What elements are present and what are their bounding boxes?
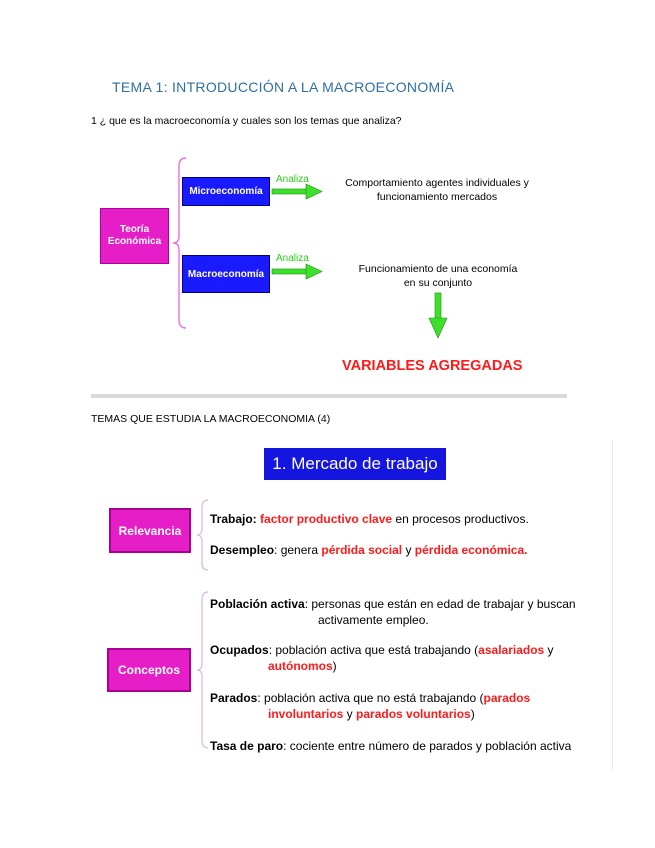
question-text: 1 ¿ que es la macroeconomía y cuales son los temas que analiza?: [91, 115, 402, 127]
description-line: Comportamiento agentes individuales y: [345, 177, 529, 189]
desempleo-line: [210, 542, 527, 558]
page-title: TEMA 1: INTRODUCCIÓN A LA MACROECONOMÍA: [112, 79, 455, 95]
conceptos-box: [107, 648, 191, 692]
trabajo-term: Trabajo:: [210, 512, 257, 526]
desempleo-highlight: pérdida económica.: [414, 543, 528, 557]
section-title: TEMAS QUE ESTUDIA LA MACROECONOMIA (4): [91, 413, 331, 425]
parados-y: y: [343, 707, 357, 721]
brace-icon: [197, 500, 208, 570]
parados-highlight: involuntarios: [268, 707, 344, 721]
ocupados-y: y: [544, 643, 554, 657]
variables-agregadas: VARIABLES AGREGADAS: [342, 358, 523, 374]
trabajo-highlight: factor productivo clave: [260, 512, 393, 526]
teoria-economica-label: Teoría Económica: [107, 224, 162, 247]
topic-banner: 1. Mercado de trabajo: [264, 448, 446, 480]
poblacion-line-2: activamente empleo.: [318, 613, 429, 627]
macroeconomia-label: Macroeconomía: [187, 268, 265, 280]
analiza-label: Analiza: [276, 174, 309, 185]
parados-text: : población activa que no está trabajando (: [257, 691, 484, 705]
trabajo-text: en procesos productivos.: [392, 512, 529, 526]
poblacion-term: Población activa: [210, 597, 305, 611]
ocupados-highlight: asalariados: [478, 643, 545, 657]
ocupados-term: Ocupados: [210, 643, 269, 657]
parados-term: Parados: [210, 691, 258, 705]
relevancia-box: [109, 508, 191, 553]
ocupados-close: ): [332, 659, 337, 673]
parados-line-2: [268, 706, 475, 722]
desempleo-and: y: [402, 543, 415, 557]
brace-icon: [197, 592, 208, 748]
poblacion-text: : personas que están en edad de trabajar y buscan: [304, 597, 576, 611]
ocupados-text: : población activa que está trabajando (: [268, 643, 479, 657]
ocupados-line-2: [268, 658, 337, 674]
trabajo-line: [210, 511, 529, 527]
description-line: funcionamiento mercados: [376, 191, 498, 203]
desempleo-highlight: pérdida social: [321, 543, 403, 557]
poblacion-line: [210, 596, 576, 612]
tasa-term: Tasa de paro: [210, 739, 284, 753]
ocupados-highlight: autónomos: [268, 659, 333, 673]
microeconomia-label: Microeconomía: [189, 186, 263, 197]
relevancia-label: Relevancia: [118, 523, 182, 538]
parados-highlight: parados: [483, 691, 531, 705]
desempleo-term: Desempleo: [210, 543, 275, 557]
parados-highlight: parados voluntarios: [356, 707, 471, 721]
ocupados-line: [210, 642, 554, 658]
description-line: en su conjunto: [403, 277, 473, 289]
conceptos-label: Conceptos: [117, 663, 180, 677]
parados-line: [210, 690, 530, 706]
parados-close: ): [470, 707, 475, 721]
tasa-text: : cociente entre número de parados y población activa: [283, 739, 572, 753]
desempleo-text: : genera: [274, 543, 322, 557]
tasa-line: [210, 738, 571, 754]
analiza-label: Analiza: [276, 253, 309, 264]
description-line: Funcionamiento de una economía: [358, 263, 518, 275]
